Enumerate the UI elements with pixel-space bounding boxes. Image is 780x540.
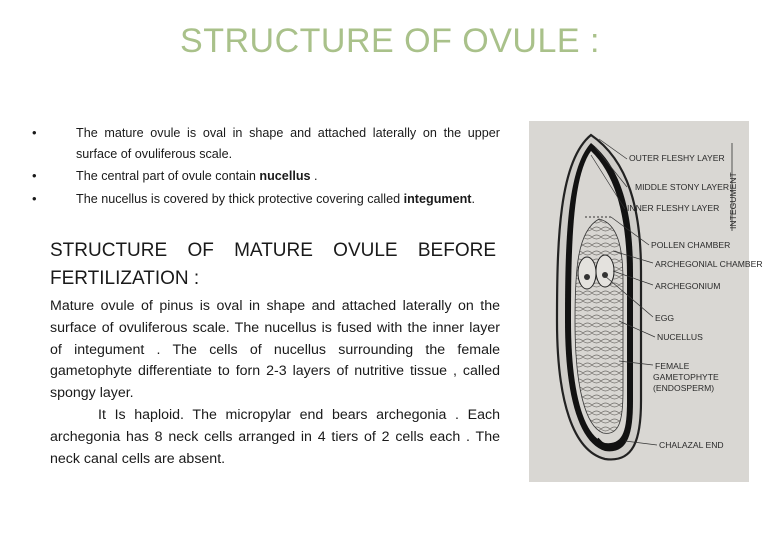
bullet-item: • The nucellus is covered by thick protective covering called integument. (30, 189, 500, 210)
label-middle-stony-layer: MIDDLE STONY LAYER (635, 182, 730, 192)
label-endosperm: (ENDOSPERM) (653, 383, 715, 393)
label-gametophyte: GAMETOPHYTE (653, 372, 719, 382)
bullet-item: • The central part of ovule contain nucellus . (30, 166, 500, 187)
paragraph: It Is haploid. The micropylar end bears archegonia . Each archegonia has 8 neck cells arranged in 4 tiers of 2 cells each . The neck canal cells are absent. (50, 406, 500, 467)
label-inner-fleshy-layer: INNER FLESHY LAYER (627, 203, 720, 213)
body-text (50, 296, 500, 470)
section-heading: STRUCTURE OF MATURE OVULE BEFORE FERTILIZATION : (50, 240, 496, 289)
label-female: FEMALE (655, 361, 690, 371)
bullet-list (30, 123, 500, 211)
label-archegonium: ARCHEGONIUM (655, 281, 721, 291)
label-chalazal-end: CHALAZAL END (659, 440, 724, 450)
bullet-icon: • (32, 168, 37, 183)
ovule-diagram-svg (529, 121, 763, 482)
archegonium-shape (578, 257, 596, 289)
paragraph: Mature ovule of pinus is oval in shape and attached laterally on the surface of ovuliferous scale. The nucellus is fused with the inner layer of integument . The cells of nucellus surrounding the female gametophyte differentiate to forn 2-3 layers of nutritive tissue , called spongy layer. (50, 298, 500, 402)
label-outer-fleshy-layer: OUTER FLESHY LAYER (629, 153, 725, 163)
label-archegonial-chamber: ARCHEGONIAL CHAMBER (655, 259, 763, 269)
slide-title: STRUCTURE OF OVULE : (180, 22, 600, 60)
label-egg: EGG (655, 313, 675, 323)
label-pollen-chamber: POLLEN CHAMBER (651, 240, 731, 250)
egg-shape (602, 272, 608, 278)
ovule-diagram (529, 121, 763, 482)
label-integument: INTEGUMENT (728, 172, 738, 229)
archegonium-shape (596, 255, 614, 287)
bullet-item: • The mature ovule is oval in shape and attached laterally on the upper surface of ovuliferous scale. (32, 125, 500, 161)
bullet-icon: • (32, 125, 37, 140)
label-nucellus: NUCELLUS (657, 332, 703, 342)
bullet-icon: • (32, 190, 37, 206)
egg-shape (584, 274, 590, 280)
